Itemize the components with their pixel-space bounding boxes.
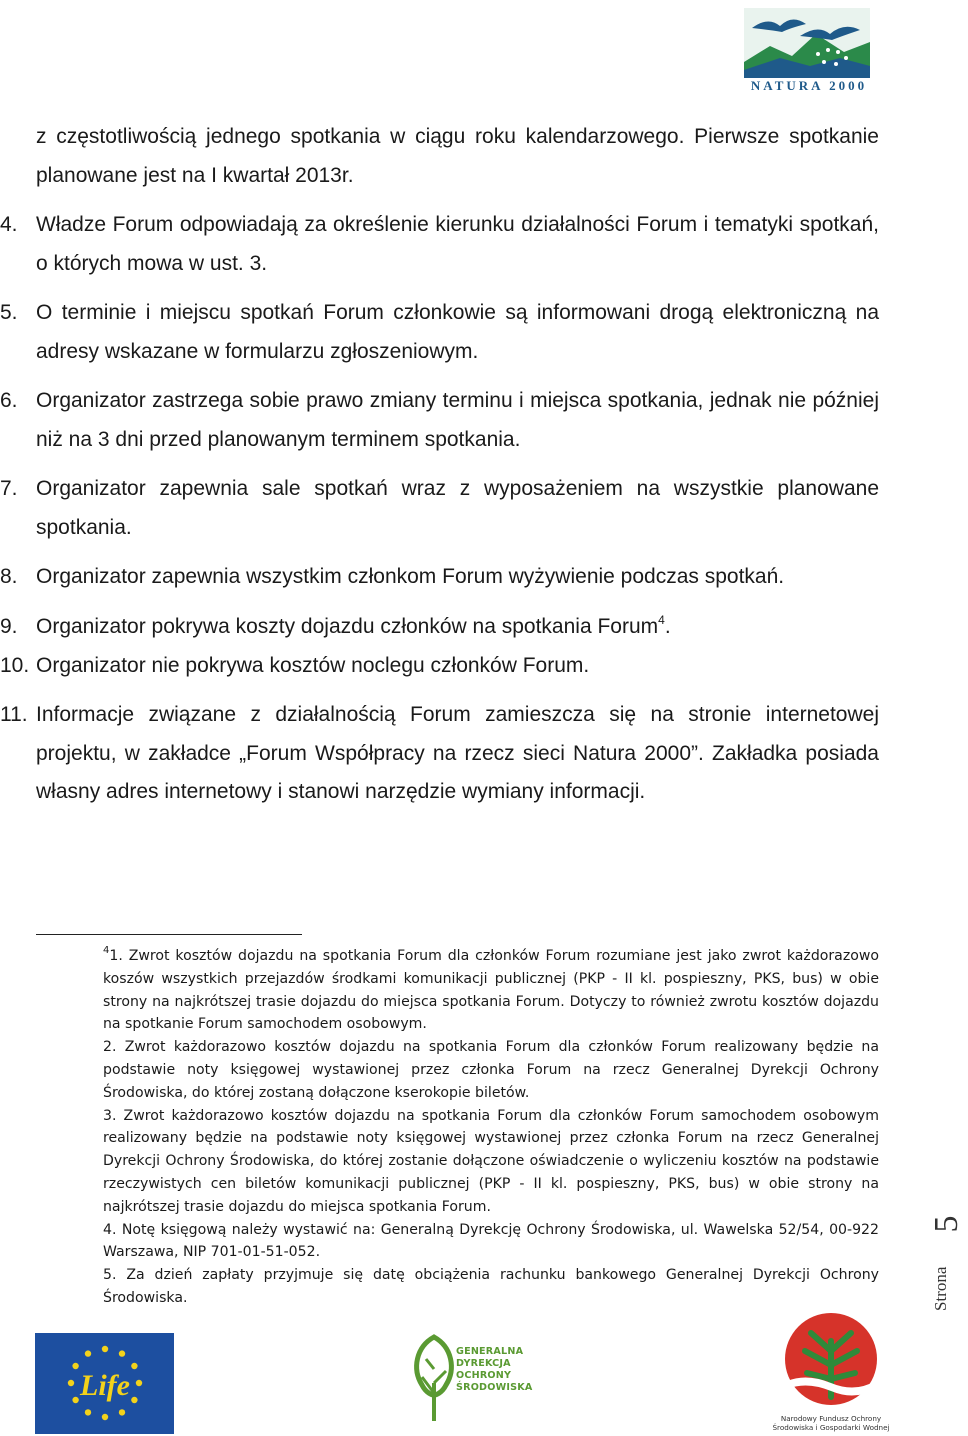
eu-star-icon [102, 1346, 108, 1352]
gdos-line: OCHRONY [456, 1370, 512, 1381]
list-item-number: 11. [0, 703, 28, 726]
list-item-text: Organizator zapewnia wszystkim członkom Forum wyżywienie podczas spotkań. [36, 565, 785, 588]
eu-life-logo [35, 1333, 174, 1434]
page-number-label: Strona [931, 1266, 950, 1311]
footnote-paragraph: 3. Zwrot każdorazowo kosztów dojazdu na spotkania Forum dla członków Forum samochodem osobowym realizowany będzie na podstawie noty księgowej wystawionej przez członka Forum na rzecz Generalnej Dyrekcji Ochrony Środowiska, do której zostanie dołączone oświadczenie o wyliczeniu kosztów na podstawie rzeczywistych cen biletów komunikacji publicznej (PKP - II kl. pospieszny, PKS, bus) w obie strony na najkrótszej trasie dojazdu do miejsca spotkania Forum. [103, 1107, 879, 1215]
list-item-number: 8. [0, 565, 18, 588]
eu-star-icon [119, 1409, 125, 1415]
gdos-line: DYREKCJA [456, 1358, 511, 1369]
footnote-reference[interactable]: 4 [658, 613, 665, 627]
footnote-paragraph: 2. Zwrot każdorazowo kosztów dojazdu na spotkania Forum dla członków Forum realizowany będzie na podstawie noty księgowej wystawionej przez członka Forum na rzecz Generalnej Dyrekcji Ochrony Środowiska, do której zostaną dołączone kserokopie biletów. [103, 1039, 879, 1101]
list-item-number: 9. [0, 615, 18, 638]
list-item-text: O terminie i miejscu spotkań Forum członkowie są informowani drogą elektroniczną na adresy wskazane w formularzu zgłoszeniowym. [36, 301, 879, 363]
list-item-number: 5. [0, 301, 18, 324]
list-item-text: Organizator zapewnia sale spotkań wraz z wyposażeniem na wszystkie planowane spotkania. [36, 477, 879, 539]
list-item-text: Organizator nie pokrywa kosztów noclegu członków Forum. [36, 654, 590, 677]
eu-star-icon [102, 1414, 108, 1420]
gdos-logo-text [456, 1346, 533, 1394]
eu-star-icon [72, 1363, 78, 1369]
gdos-line: GENERALNA [456, 1346, 524, 1357]
eu-star-icon [131, 1363, 137, 1369]
footnote-paragraph [103, 945, 879, 1036]
footnote-marker: 4 [103, 945, 110, 956]
continuation-paragraph: z częstotliwością jednego spotkania w ciągu roku kalendarzowego. Pierwsze spotkanie planowane jest na I kwartał 2013r. [36, 125, 879, 187]
list-item-text: Władze Forum odpowiadają za określenie kierunku działalności Forum i tematyki spotkań, o których mowa w ust. 3. [36, 213, 879, 275]
list-item-text-tail: . [664, 615, 671, 638]
eu-star-icon [119, 1350, 125, 1356]
footnote-paragraph: 5. Za dzień zapłaty przyjmuje się datę obciążenia rachunku bankowego Generalnej Dyrekcji Ochrony Środowiska. [103, 1267, 879, 1306]
list-item-number: 7. [0, 477, 18, 500]
footnote-text: 1. Zwrot kosztów dojazdu na spotkania Forum dla członków Forum rozumiane jest jako zwrot każdorazowo koszów wszystkich przejazdów środkami komunikacji publicznej (PKP - II kl. pospieszny, PKS, bus) w obie strony na najkrótszej trasie dojazdu do miejsca spotkania Forum. Dotyczy to również zwrotu kosztów dojazdu na spotkanie Forum samochodem osobowym. [103, 948, 879, 1033]
eu-star-icon [72, 1397, 78, 1403]
nfosigw-logo-text: Narodowy Fundusz Ochrony Środowiska i Gospodarki Wodnej [772, 1414, 890, 1432]
eu-star-icon [68, 1380, 74, 1386]
life-logo-text: Life [80, 1369, 130, 1402]
eu-star-icon [131, 1397, 137, 1403]
list-item-text: Organizator zastrzega sobie prawo zmiany terminu i miejsca spotkania, jednak nie później niż na 3 dni przed planowanym terminem spotkania. [36, 389, 879, 451]
footnote [103, 945, 879, 1310]
list-item-text [36, 608, 879, 647]
nfosigw-logo [783, 1311, 879, 1407]
page-number [928, 1210, 965, 1311]
list-item-number: 4. [0, 213, 18, 236]
eu-star-icon [85, 1350, 91, 1356]
list-item-text: Informacje związane z działalnością Forum zamieszcza się na stronie internetowej projektu, w zakładce „Forum Współpracy na rzecz sieci Natura 2000”. Zakładka posiada własny adres internetowy i stanowi narzędzie wymiany informacji. [36, 703, 879, 803]
natura-logo-text: NATURA 2000 [750, 78, 868, 93]
footnote-separator [36, 934, 302, 935]
gdos-line: ŚRODOWISKA [456, 1382, 533, 1393]
list-item-number: 6. [0, 389, 18, 412]
list-item-number: 10. [0, 654, 30, 677]
footnote-paragraph: 4. Notę księgową należy wystawić na: Generalną Dyrekcję Ochrony Środowiska, ul. Wawelska 52/54, 00-922 Warszawa, NIP 701-01-51-052. [103, 1221, 879, 1261]
eu-star-icon [85, 1409, 91, 1415]
page-number-digit: 5 [928, 1215, 965, 1233]
list-item-text-main: Organizator pokrywa koszty dojazdu członków na spotkania Forum [36, 615, 659, 638]
eu-star-icon [136, 1380, 142, 1386]
